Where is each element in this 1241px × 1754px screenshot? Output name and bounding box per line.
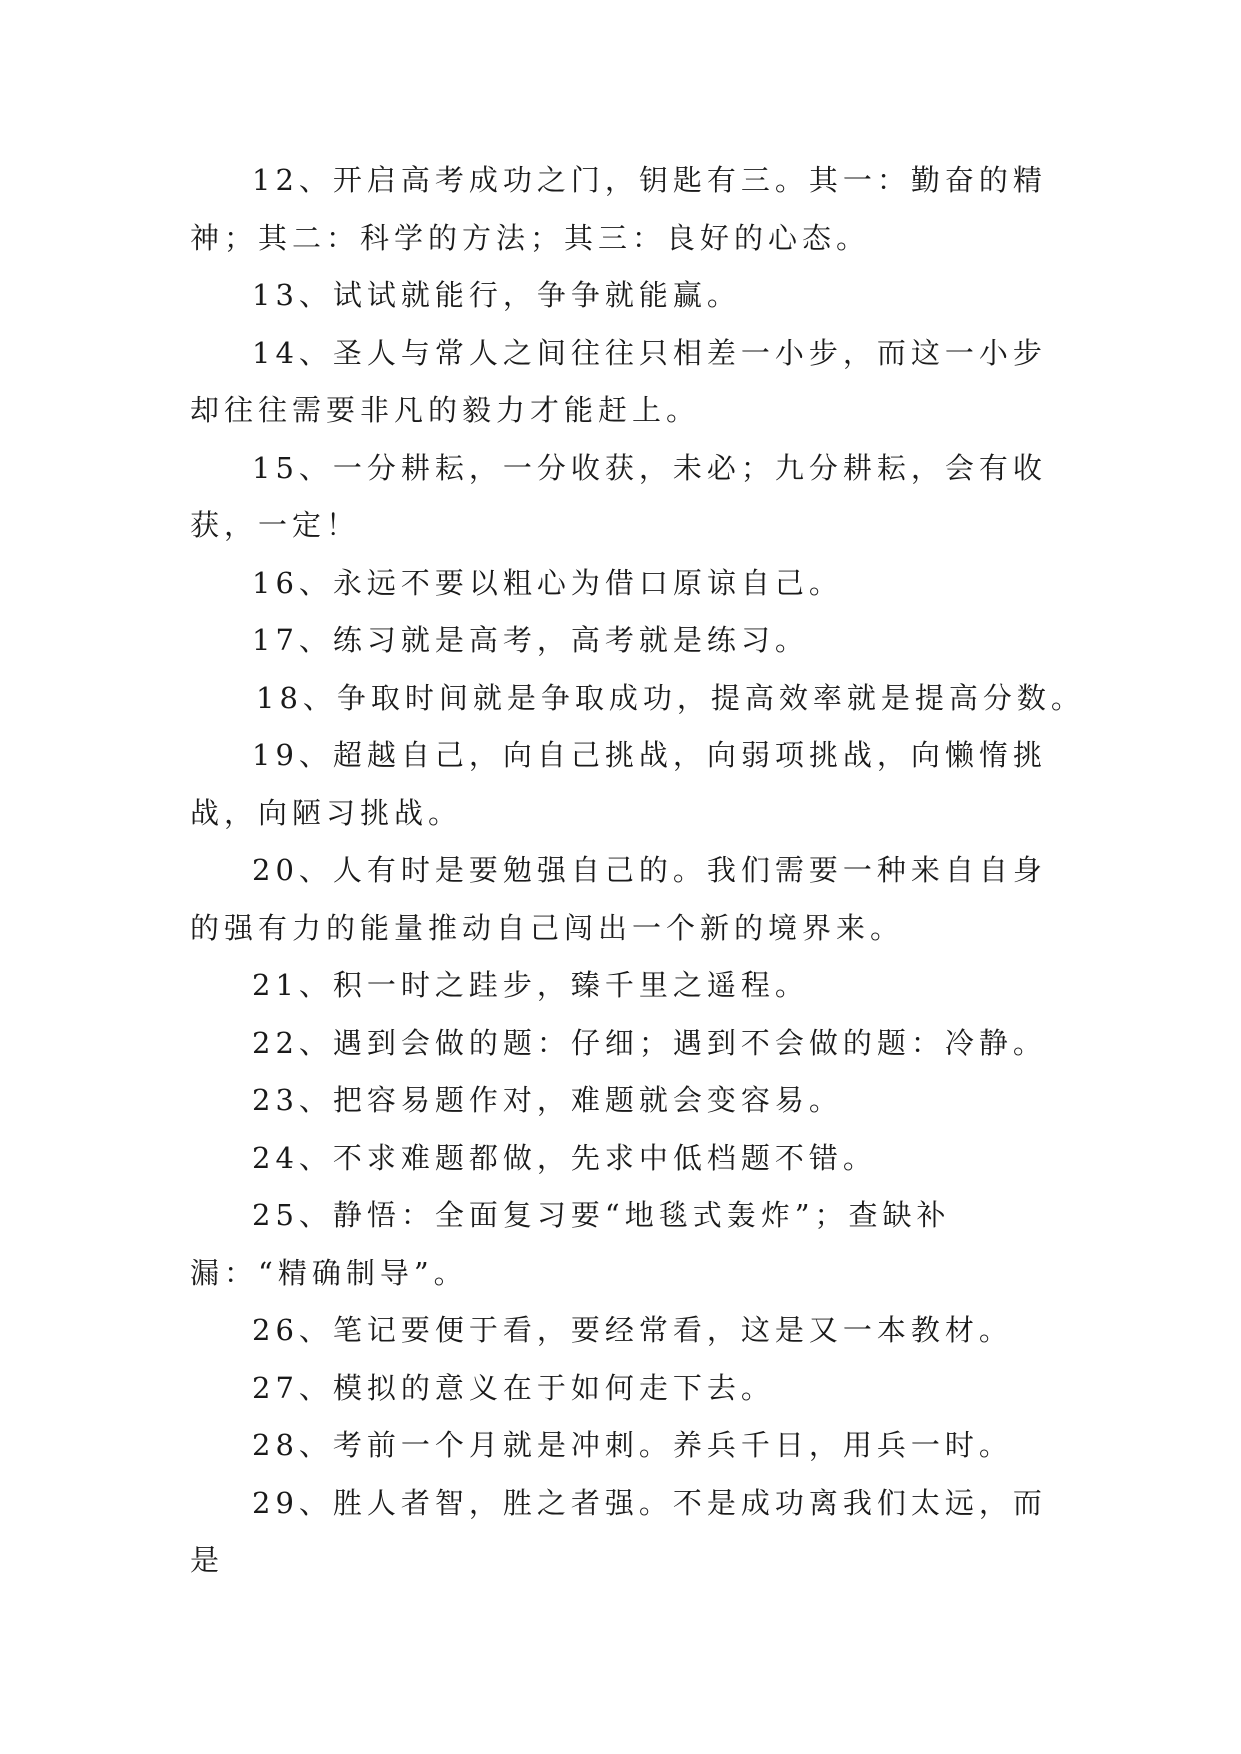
paragraph-12: 12、开启高考成功之门，钥匙有三。其一：勤奋的精神；其二：科学的方法；其三：良好的心态。 — [190, 163, 1047, 255]
paragraph-28: 28、考前一个月就是冲刺。养兵千日，用兵一时。 — [252, 1428, 1013, 1462]
paragraph-27: 27、模拟的意义在于如何走下去。 — [252, 1370, 775, 1405]
paragraph-22: 22、遇到会做的题：仔细；遇到不会做的题：冷静。 — [252, 1025, 1047, 1060]
document-body — [190, 152, 1085, 1590]
paragraph-19: 19、超越自己，向自己挑战，向弱项挑战，向懒惰挑战，向陋习挑战。 — [190, 738, 1047, 830]
paragraph-16: 16、永远不要以粗心为借口原谅自己。 — [252, 565, 843, 600]
paragraph-29: 29、胜人者智，胜之者强。不是成功离我们太远，而是 — [190, 1485, 1047, 1577]
paragraph-23: 23、把容易题作对，难题就会变容易。 — [252, 1083, 843, 1117]
paragraph-13: 13、试试就能行，争争就能赢。 — [252, 278, 741, 312]
paragraph-25: 25、静悟：全面复习要“地毯式轰炸”；查缺补漏：“精确制导”。 — [190, 1198, 951, 1290]
paragraph-21: 21、积一时之跬步，臻千里之遥程。 — [252, 968, 809, 1002]
paragraph-26: 26、笔记要便于看，要经常看，这是又一本教材。 — [252, 1313, 1013, 1347]
paragraph-17: 17、练习就是高考，高考就是练习。 — [252, 623, 809, 657]
paragraph-20: 20、人有时是要勉强自己的。我们需要一种来自自身的强有力的能量推动自己闯出一个新的境界来。 — [190, 853, 1047, 945]
paragraph-24: 24、不求难题都做，先求中低档题不错。 — [252, 1140, 877, 1175]
paragraph-14: 14、圣人与常人之间往往只相差一小步，而这一小步却往往需要非凡的毅力才能赶上。 — [190, 335, 1047, 427]
paragraph-18: 18、争取时间就是争取成功，提高效率就是提高分数。 — [256, 680, 1085, 715]
paragraph-15: 15、一分耕耘，一分收获，未必；九分耕耘，会有收获，一定！ — [190, 450, 1047, 542]
